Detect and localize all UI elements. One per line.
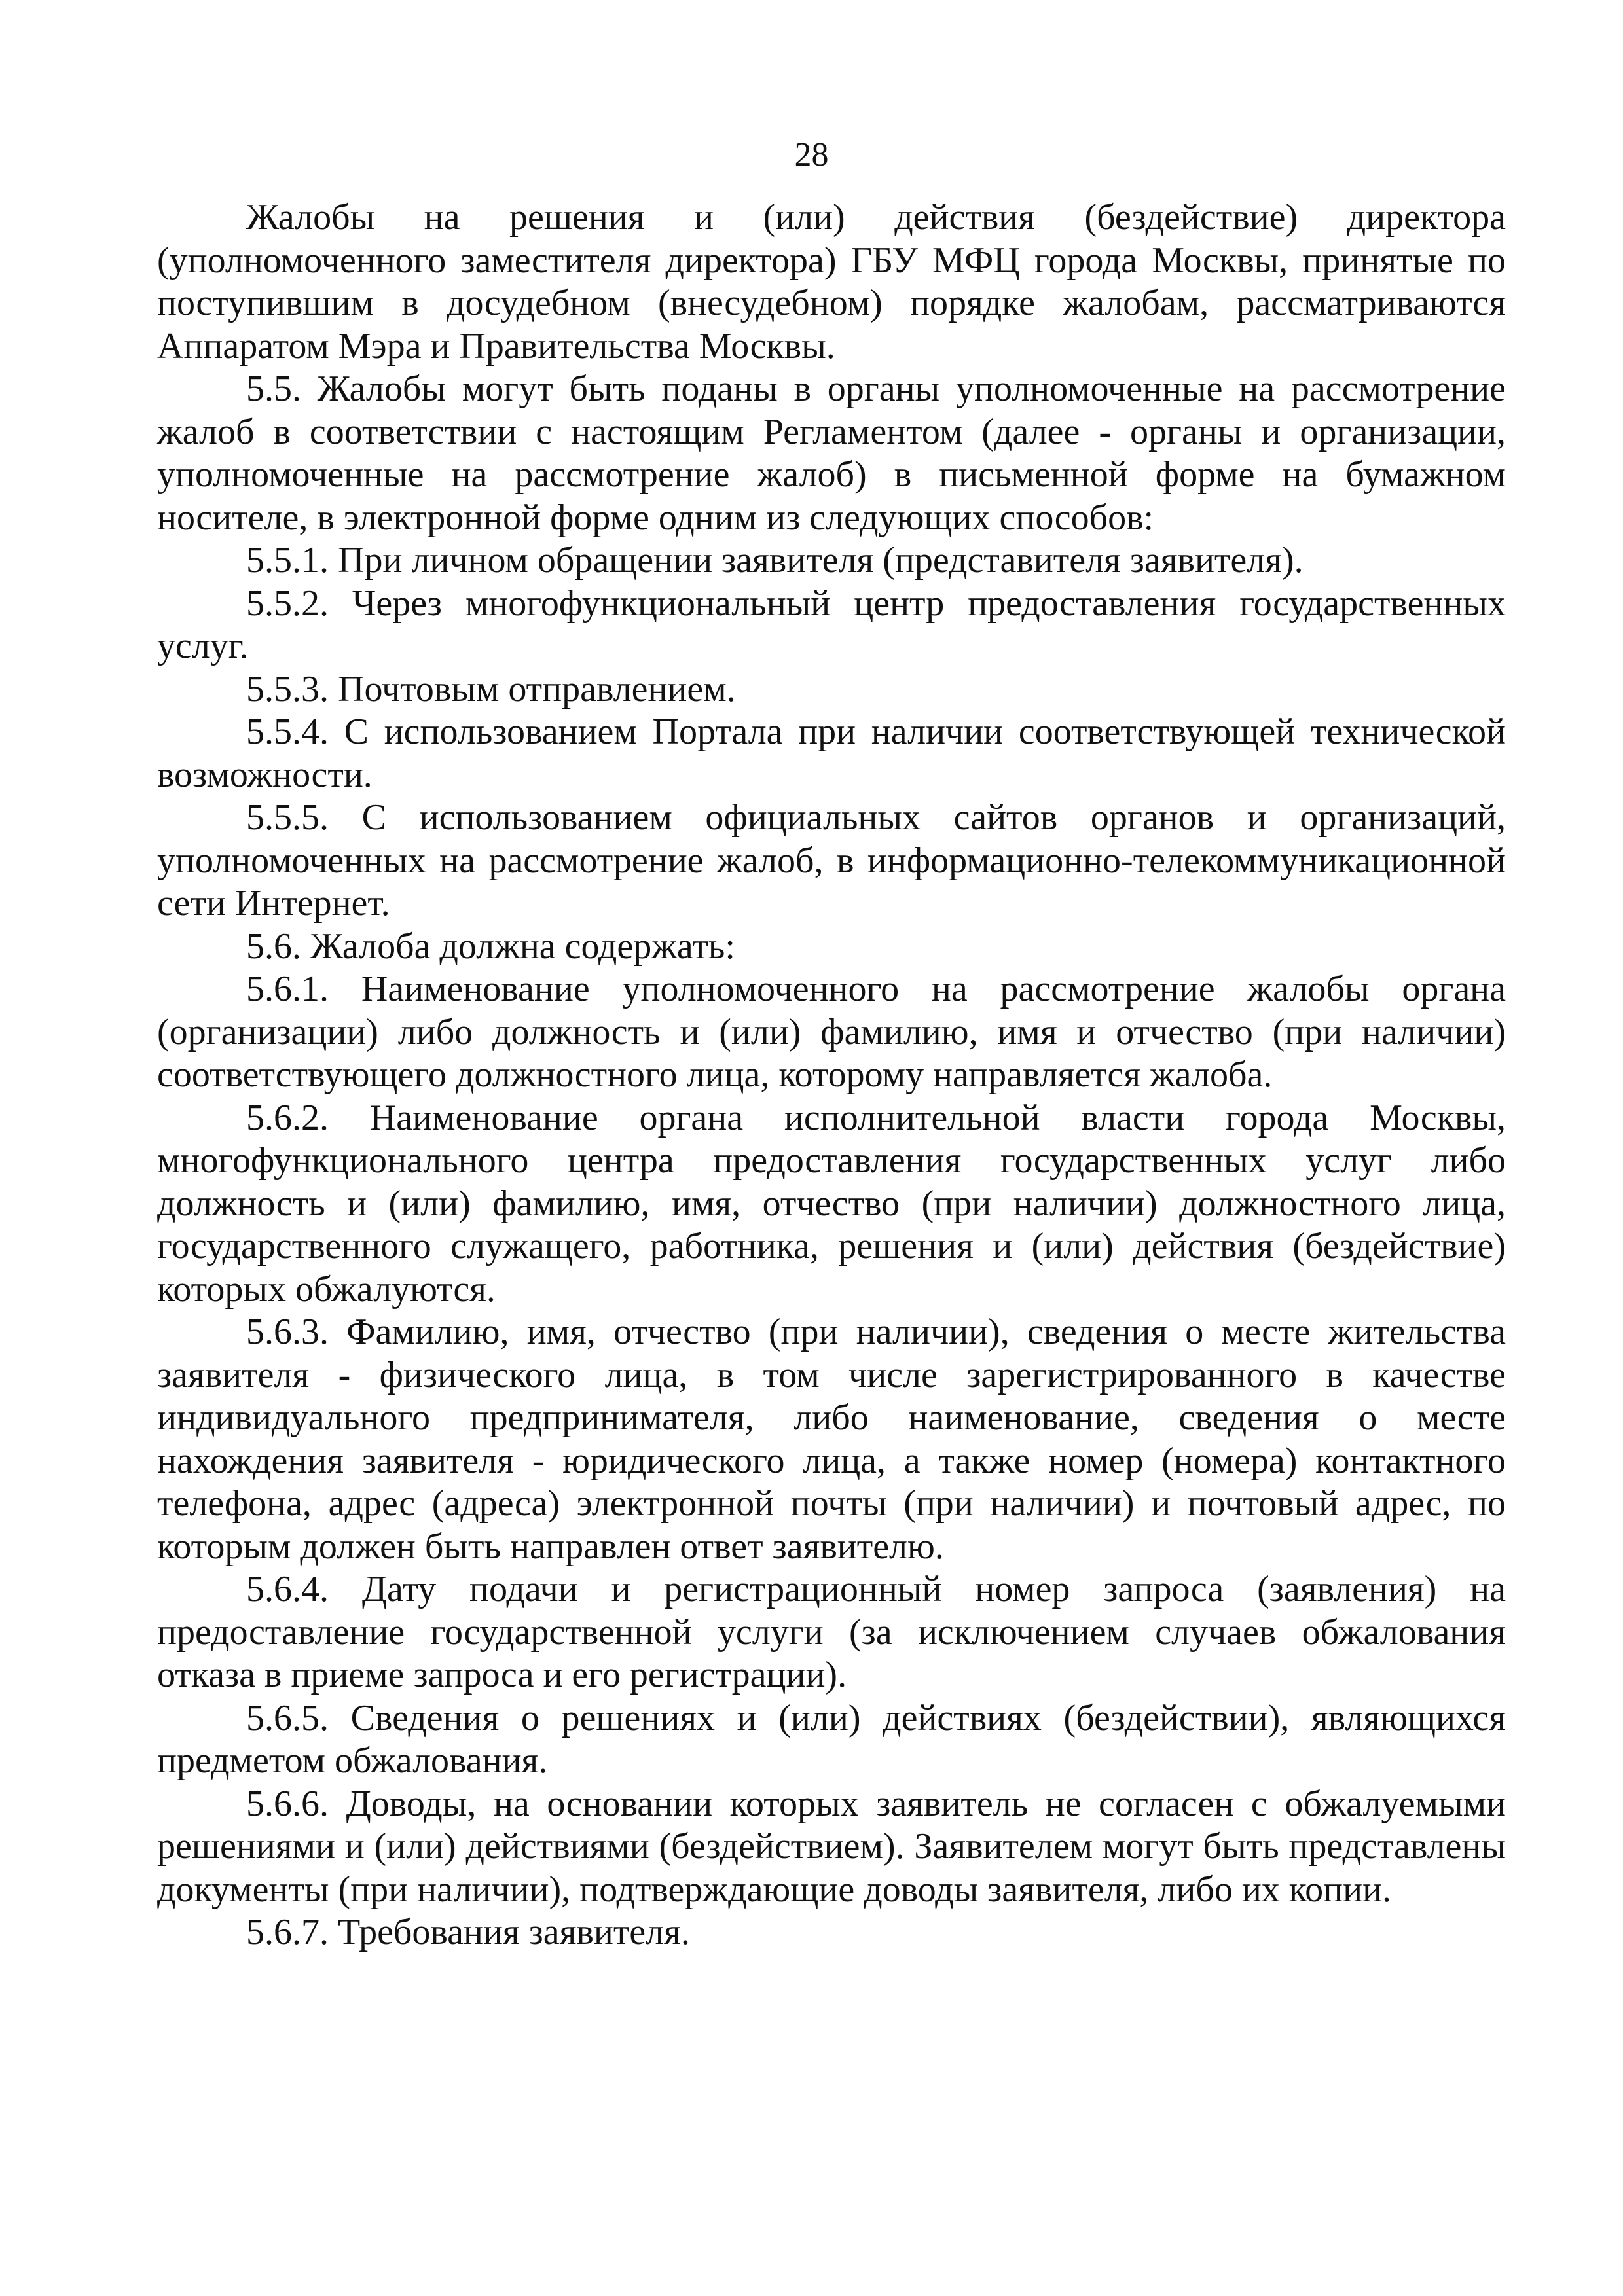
document-body: [157, 196, 1506, 1954]
paragraph-5-5: 5.5. Жалобы могут быть поданы в органы уполномоченные на рассмотрение жалоб в соответствии с настоящим Регламентом (далее - органы и организации, уполномоченные на рассмотрение жалоб) в письменной форме на бумажном носителе, в электронной форме одним из следующих способов:: [157, 368, 1506, 538]
paragraph-5-6-7: 5.6.7. Требования заявителя.: [246, 1912, 690, 1952]
paragraph-5-5-5: 5.5.5. С использованием официальных сайтов органов и организаций, уполномоченных на рассмотрение жалоб, в информационно-телекоммуникационной сети Интернет.: [157, 797, 1506, 924]
paragraph-5-6: 5.6. Жалоба должна содержать:: [246, 925, 735, 967]
paragraph-5-6-1: 5.6.1. Наименование уполномоченного на рассмотрение жалобы органа (организации) либо должность и (или) фамилию, имя и отчество (при наличии) соответствующего должностного лица, которому направляется жалоба.: [157, 969, 1506, 1095]
page-number: 28: [794, 136, 829, 173]
paragraph-5-5-1: 5.5.1. При личном обращении заявителя (представителя заявителя).: [246, 540, 1304, 581]
paragraph-5-5-4: 5.5.4. С использованием Портала при наличии соответствующей технической возможности.: [157, 711, 1506, 795]
paragraph-5-5-3: 5.5.3. Почтовым отправлением.: [246, 668, 736, 709]
paragraph-5-5-2: 5.5.2. Через многофункциональный центр предоставления государственных услуг.: [157, 583, 1506, 666]
paragraph-5-6-2: 5.6.2. Наименование органа исполнительной власти города Москвы, многофункционального центра предоставления государственных услуг либо должность и (или) фамилию, имя, отчество (при наличии) должностного лица, государственного служащего, работника, решения и (или) действия (бездействие) которых обжалуются.: [157, 1097, 1506, 1310]
paragraph-5-6-6: 5.6.6. Доводы, на основании которых заявитель не согласен с обжалуемыми решениями и (или) действиями (бездействием). Заявителем могут быть представлены документы (при наличии), подтверждающие доводы заявителя, либо их копии.: [157, 1783, 1506, 1910]
paragraph-5-6-3: 5.6.3. Фамилию, имя, отчество (при наличии), сведения о месте жительства заявителя - физического лица, в том числе зарегистрированного в качестве индивидуального предпринимателя, либо наименование, сведения о месте нахождения заявителя - юридического лица, а также номер (номера) контактного телефона, адрес (адреса) электронной почты (при наличии) и почтовый адрес, по которым должен быть направлен ответ заявителю.: [157, 1312, 1506, 1567]
paragraph-complaints-director: Жалобы на решения и (или) действия (бездействие) директора (уполномоченного заместителя директора) ГБУ МФЦ города Москвы, принятые по поступившим в досудебном (внесудебном) порядке жалобам, рассматриваются Аппаратом Мэра и Правительства Москвы.: [157, 197, 1506, 367]
paragraph-5-6-4: 5.6.4. Дату подачи и регистрационный номер запроса (заявления) на предоставление государственной услуги (за исключением случаев обжалования отказа в приеме запроса и его регистрации).: [157, 1569, 1506, 1695]
paragraph-5-6-5: 5.6.5. Сведения о решениях и (или) действиях (бездействии), являющихся предметом обжалования.: [157, 1697, 1506, 1781]
